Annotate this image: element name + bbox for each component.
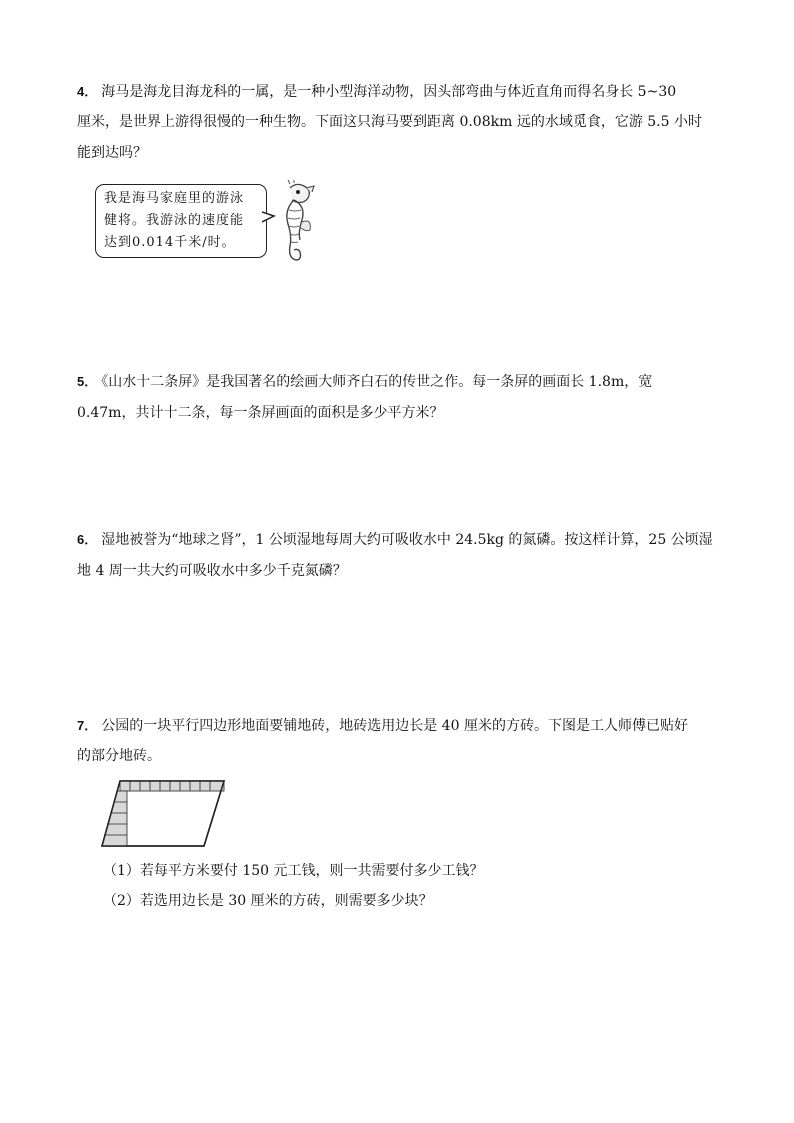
bubble-line-3: 达到0.014千米/时。 — [104, 235, 236, 250]
q7-text-1: 公园的一块平行四边形地面要铺地砖，地砖选用边长是 40 厘米的方砖。下图是工人师傅已贴好 — [101, 718, 688, 734]
q5-number: 5． — [77, 374, 98, 389]
q6-line-2: 地 4 周一共大约可吸收水中多少千克氮磷？ — [77, 563, 347, 579]
q5-line-2: 0.47m，共计十二条，每一条屏画面的面积是多少平方米？ — [77, 405, 444, 421]
bubble-line-1: 我是海马家庭里的游泳 — [104, 191, 245, 206]
q7-line-2: 的部分地砖。 — [77, 748, 161, 764]
q6-line-1 — [77, 530, 713, 550]
q5-line-1 — [77, 372, 652, 392]
q4-number: 4． — [77, 84, 98, 99]
q4-line-3: 能到达吗？ — [77, 145, 147, 161]
q7-sub-2: （2）若选用边长是 30 厘米的方砖，则需要多少块？ — [103, 893, 433, 909]
parallelogram-tile-diagram — [100, 778, 228, 850]
q4-text-1: 海马是海龙目海龙科的一属，是一种小型海洋动物，因头部弯曲与体近直角而得名身长 5~30 — [101, 84, 677, 100]
q4-line-1 — [77, 82, 676, 102]
q7-line-1 — [77, 716, 688, 736]
q7-sub-1: （1）若每平方米要付 150 元工钱，则一共需要付多少工钱？ — [103, 863, 484, 879]
q6-text-1: 湿地被誉为“地球之肾”，1 公顷湿地每周大约可吸收水中 24.5kg 的氮磷。按这样计算，25 公顷湿 — [101, 532, 713, 548]
seahorse-illustration — [276, 180, 318, 264]
bubble-line-2: 健将。我游泳的速度能 — [104, 213, 245, 228]
q7-number: 7． — [77, 718, 98, 733]
q4-line-2: 厘米，是世界上游得很慢的一种生物。下面这只海马要到距离 0.08km 远的水域觅食，它游 5.5 小时 — [77, 114, 702, 130]
q6-number: 6． — [77, 532, 98, 547]
q5-text-1: 《山水十二条屏》是我国著名的绘画大师齐白石的传世之作。每一条屏的画面长 1.8m，宽 — [101, 374, 653, 390]
